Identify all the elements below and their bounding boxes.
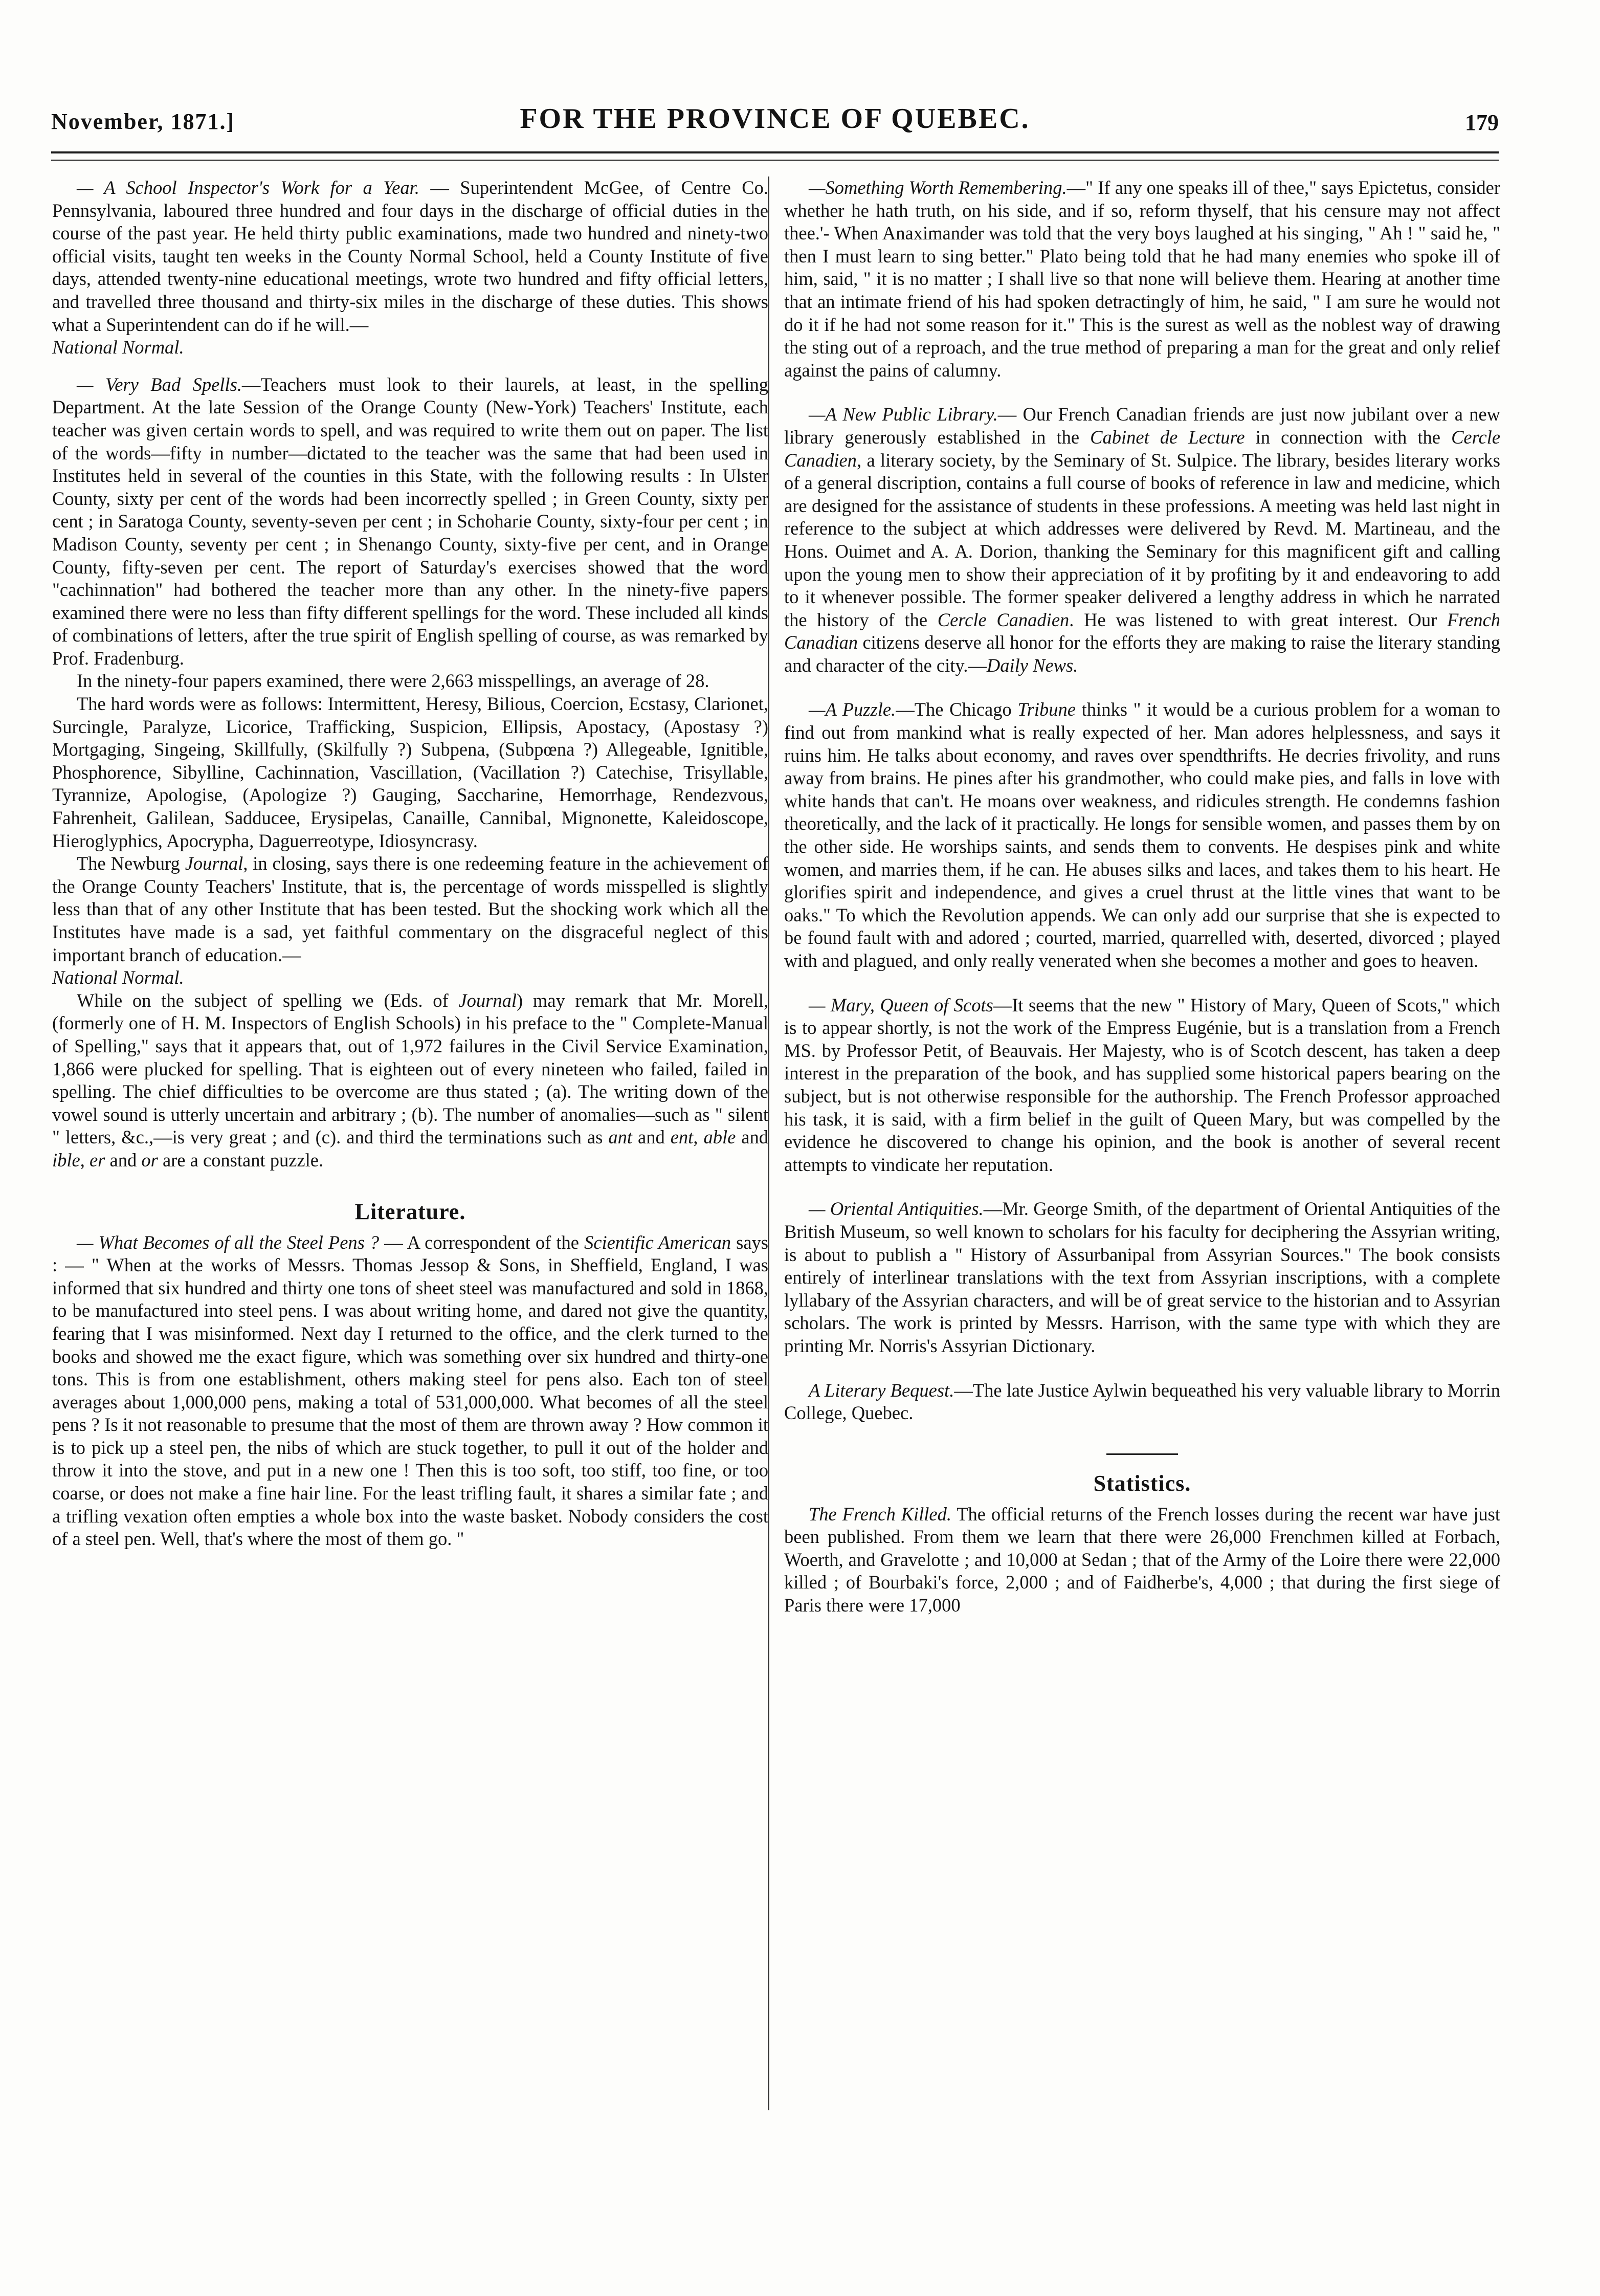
article-body: —The late Justice Aylwin bequeathed his very valuable library to Morrin College, Quebec. <box>784 1379 1500 1424</box>
text-run: and <box>736 1127 769 1148</box>
article-source: Daily News. <box>986 654 1078 676</box>
article-source: National Normal. <box>52 967 184 988</box>
text-run: Tribune <box>1017 699 1076 720</box>
text-run: — A correspondent of the <box>379 1231 584 1253</box>
article-body: —Mr. George Smith, of the department of Oriental Antiquities of the British Museum, so well known to scholars for his faculty for deciphering the Assyrian writing, is about to publish a " History of Assurbanipal from Assyrian Sources." The book consists entirely of interlinear translations with the text from Assyrian inscriptions, with a complete lyllabary of the Assyrian characters, and will be of great service to the historian and to Assyrian scholars. The work is printed by Messrs. Harrison, with the same type with which they are printing Mr. Norris's Assyrian Dictionary. <box>784 1198 1500 1356</box>
article-library <box>784 403 1500 677</box>
header-rule-thin <box>51 160 1499 161</box>
text-run: in connection with the <box>1245 426 1452 448</box>
article-lead: —A Puzzle. <box>809 699 896 720</box>
running-header <box>51 102 1499 148</box>
text-run: , <box>693 1127 704 1148</box>
text-run: and <box>632 1127 671 1148</box>
article-oriental <box>784 1198 1500 1357</box>
paragraph: In the ninety-four papers examined, there were 2,663 misspellings, an average of 28. <box>77 670 709 692</box>
text-run: , in closing, says there is one redeeming feature in the achievement of the Orange County Teachers' Institute, that is, the percentage of words misspelled is slightly less than that of any other Institute that has been tested. But the shocking work which all the Institutes have made is a sad, yet faithful commentary on the disgraceful neglect of this important branch of education.— <box>52 853 768 965</box>
text-run: French Canadian <box>784 609 1501 653</box>
article-lead: The French Killed. <box>809 1503 951 1525</box>
article-lead: — A School Inspector's Work for a Year. <box>77 177 419 198</box>
text-run: ent <box>670 1127 694 1148</box>
article-inspector <box>52 176 768 359</box>
article-body: —It seems that the new " History of Mary, Queen of Scots," which is to appear shortly, is not the work of the Empress Eugénie, but is a translation from a French MS. by Professor Petit, of Beauvais. Her Majesty, who is of Scotch descent, has taken a deep interest in the preparation of the book, and has supplied some historical papers bearing on the subject, but is not otherwise responsible for the authorship. The French Professor approached his task, it is said, with a firm belief in the guilt of Queen Mary, but was compelled by the evidence he discovered to change his opinion, and the book is another of several recent attempts to vindicate her reputation. <box>784 994 1500 1175</box>
text-run: While on the subject of spelling we (Eds. of <box>77 989 459 1011</box>
text-run: — Our French Canadian friends are just now jubilant over a new library generously established in the <box>784 404 1501 448</box>
paragraph <box>52 989 768 1172</box>
section-divider <box>1106 1453 1178 1455</box>
text-run: , a literary society, by the Seminary of St. Sulpice. The library, besides literary works of a general discription, contains a full course of books of reference in law and medicine, which are designed for the assistance of students in these professions. A meeting was held last night in reference to the subject at which addresses were delivered by Revd. M. Martineau, and the Hons. Ouimet and A. A. Dorion, thanking the Seminary for this magnificent gift and calling upon the young men to show their appreciation of it by profiting by it and endeavoring to add to it whenever possible. The former speaker delivered a lengthy address in which he narrated the history of the <box>784 449 1500 630</box>
article-body: — Superintendent McGee, of Centre Co. Pennsylvania, laboured three hundred and four days in the discharge of official duties in the course of the past year. He held thirty public examinations, made two hundred and ninety-two official visits, taught ten weeks in the County Normal School, held a County Institute of five days, attended twenty-nine educational meetings, wrote two hundred and fifty official letters, and travelled three thousand and thirty-six miles in the discharge of these duties. This shows what a Superintendent can do if he will.— <box>52 177 768 335</box>
text-run: ) may remark that Mr. Morell, (formerly one of H. M. Inspectors of English Schools) in his preface to the " Complete-Manual of Spelling," says that it appears that, out of 1,972 failures in the Civil Service Examination, 1,866 were plucked for spelling. That is eighteen out of every nineteen who failed, failed in spelling. The chief difficulties to be overcome are thus stated ; (a). The writing down of the vowel sound is utterly uncertain and arbitrary ; (b). The number of anomalies—such as " silent " letters, &c.,—is very great ; and (c). and third the terminations such as <box>52 989 768 1148</box>
text-run: Cercle Canadien <box>937 609 1070 630</box>
article-french-killed <box>784 1503 1500 1617</box>
text-run: Journal <box>185 853 243 874</box>
article-body: —" If any one speaks ill of thee," says Epictetus, consider whether he hath truth, on his side, and if so, reform thyself, that his censure may not affect thee.'- When Anaximander was told that the very boys laughed at his singing, " Ah ! " said he, " then I must learn to sing better." Plato being told that he had many enemies who spoke ill of him, said, " it is no matter ; I shall live so that none will believe them. Hearing at another time that an intimate friend of his had spoken detractingly of him, he said, " I am sure he would not do it if he had not some reason for it." This is the surest as well as the noblest way of drawing the sting out of a reproach, and the true method of preparing a man for the great and only relief against the pains of calumny. <box>784 177 1501 381</box>
paragraph: The hard words were as follows: Intermittent, Heresy, Bilious, Coercion, Ecstasy, Clarionet, Surcingle, Paralyze, Licorice, Trafficking, Suspicion, Ellipsis, Apostacy, (Apostasy ?) Mortgaging, Singeing, Skillfully, (Skilfully ?) Subpena, (Subpœna ?) Allegeable, Ignitible, Phosphorence, Sibylline, Cachinnation, Vascillation, (Vacillation ?) Catechise, Trisyllable, Tyrannize, Apologise, (Apologize ?) Gauging, Saccharine, Hemorrhage, Rendezvous, Fahrenheit, Galilean, Sadducee, Erysipelas, Canaille, Cannibal, Mignonette, Kaleidoscope, Hieroglyphics, Apocrypha, Daguerreotype, Idiosyncrasy. <box>52 693 768 851</box>
text-run: or <box>141 1149 158 1171</box>
section-heading-statistics: Statistics. <box>1093 1470 1191 1496</box>
article-steel-pens <box>52 1231 768 1551</box>
header-rule <box>51 151 1499 153</box>
article-lead: A Literary Bequest. <box>809 1379 954 1401</box>
text-run: citizens deserve all honor for the efforts they are making to raise the literary standing and character of the city.— <box>784 632 1500 676</box>
text-run: er <box>89 1149 105 1171</box>
left-column <box>52 176 768 1551</box>
article-lead: — Very Bad Spells. <box>77 373 242 395</box>
text-run: Cercle Canadien <box>784 426 1501 471</box>
page-number: 179 <box>1465 110 1499 135</box>
article-mary <box>784 994 1500 1177</box>
issue-date: November, 1871.] <box>51 109 235 134</box>
journal-title: FOR THE PROVINCE OF QUEBEC. <box>520 103 1030 135</box>
article-lead: — Mary, Queen of Scots <box>809 994 993 1015</box>
text-run: ant <box>608 1127 632 1148</box>
article-body: —Teachers must look to their laurels, at least, in the spelling Department. At the late Session of the Orange County (New-York) Teachers' Institute, each teacher was given certain words to spell, and was required to write them out on paper. The list of the words—fifty in number—dictated to the teacher was the same that had been used in Institutes held in several of the counties in this State, with the following results : In Ulster County, sixty per cent of the words had been incorrectly spelled ; in Green County, sixty per cent ; in Saratoga County, seventy-seven per cent ; in Schoharie County, sixty-four per cent ; in Madison County, seventy per cent ; in Shenango County, sixty-five per cent, and in Orange County, fifty-seven per cent. The report of Saturday's exercises showed that the word "cachinnation" had bothered the teacher more than any other. In the ninety-five papers examined there were no less than fifty different spellings for the word. These included all kinds of combinations of letters, after the true spirit of English spelling of course, as was remarked by Prof. Fradenburg. <box>52 373 768 669</box>
text-run: and <box>105 1149 142 1171</box>
article-body: thinks " it would be a curious problem for a woman to find out from mankind what is really expected of her. Man adores helplessness, and says it ruins him. He talks about economy, and raves over spendthrifts. He decries frivolity, and runs away from brains. He pines after his grandmother, who could make pies, and falls in love with white hands that can't. He moans over weakness, and ridicules strength. He condemns fashion theoretically, and the lack of it practically. He longs for sensible women, and passes them by on the other side. He worships saints, and sends them to convents. He despises pink and white women, and marries them, if he can. He abuses silks and laces, and takes them to his heart. He glorifies spirit and independence, and gives a cruel thrust at the little vines that want to be oaks." To which the Revolution appends. We can only add our surprise that she is expected to be found fault with and adored ; courted, married, quarrelled with, deserted, divorced ; played with and plagued, and only really venerated when she becomes a mother and goes to heaven. <box>784 699 1500 971</box>
text-run: Scientific American <box>584 1231 731 1253</box>
article-lead: — What Becomes of all the Steel Pens ? <box>77 1231 380 1253</box>
text-run: are a constant puzzle. <box>158 1149 324 1171</box>
article-lead: —Something Worth Remembering. <box>809 177 1067 198</box>
right-column <box>784 176 1500 1617</box>
article-spells <box>52 373 768 670</box>
text-run: —The Chicago <box>896 699 1018 720</box>
text-run: The Newburg <box>77 853 185 874</box>
text-run: , <box>80 1149 90 1171</box>
text-run: . He was listened to with great interest. Our <box>1069 609 1447 630</box>
paragraph <box>52 852 768 989</box>
article-body: says : — " When at the works of Messrs. Thomas Jessop & Sons, in Sheffield, England, I was informed that six hundred and thirty one tons of sheet steel was manufactured and sold in 1868, to be manufactured into steel pens. I was about writing home, and dared not give the quantity, fearing that I was misinformed. Next day I returned to the office, and the clerk turned to the books and showed me the exact figure, which was something over six hundred and thirty-one tons. This is from one establishment, others making steel for pens also. Each ton of steel averages about 1,000,000 pens, making a total of 531,000,000. What becomes of all the steel pens ? Is it not reasonable to presume that the most of them are thrown away ? How common it is to pick up a steel pen, the nibs of which are stuck together, to pull it out of the holder and throw it into the stove, and put in a new one ! Then this is too soft, too stiff, too fine, or too coarse, or does not make a fine hair line. For the least trifling fault, it shares a similar fate ; and a trifling vexation often empties a whole box into the waste basket. Nobody considers the cost of a steel pen. Well, that's where the most of them go. " <box>52 1231 768 1550</box>
article-body: The official returns of the French losses during the recent war have just been published. From them we learn that there were 26,000 Frenchmen killed at Forbach, Woerth, and Gravelotte ; and 10,000 at Sedan ; that of the Army of the Loire there were 22,000 killed ; of Bourbaki's force, 2,000 ; and of Faidherbe's, 4,000 ; that during the first siege of Paris there were 17,000 <box>784 1503 1501 1616</box>
section-heading-literature: Literature. <box>354 1199 466 1224</box>
article-lead: — Oriental Antiquities. <box>809 1198 984 1220</box>
article-puzzle <box>784 698 1500 972</box>
text-run: ible <box>52 1149 80 1171</box>
text-run: Journal <box>458 989 517 1011</box>
article-lead: —A New Public Library. <box>809 404 998 425</box>
article-source: National Normal. <box>52 337 184 358</box>
article-remembering <box>784 176 1500 382</box>
text-run: able <box>703 1127 736 1148</box>
article-bequest <box>784 1379 1500 1425</box>
text-run: Cabinet de Lecture <box>1090 426 1245 448</box>
